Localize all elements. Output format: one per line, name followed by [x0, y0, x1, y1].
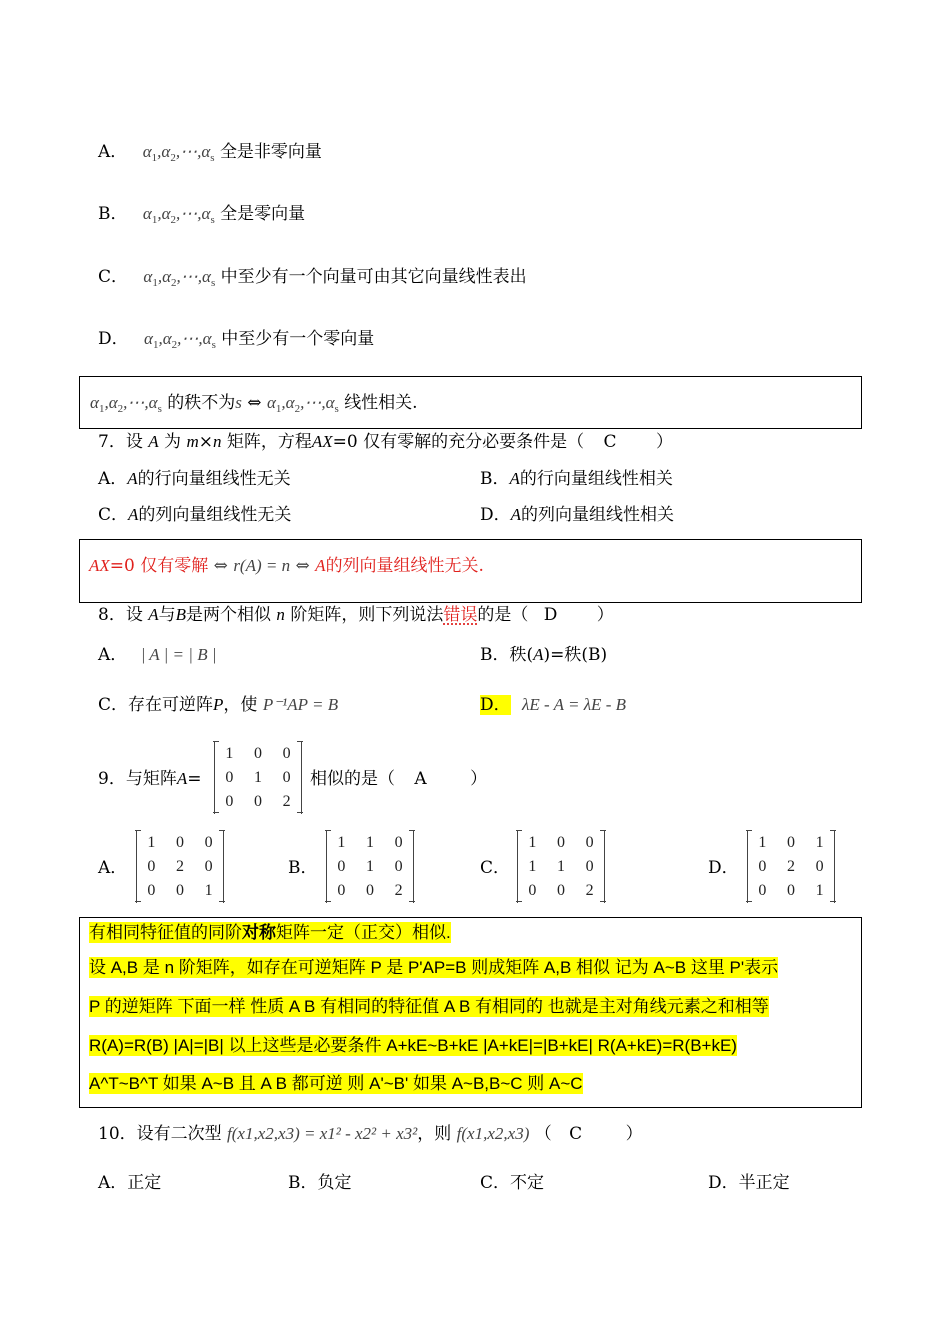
q10-option-c: C．不定 — [480, 1173, 545, 1193]
vector-set: $\alpha_1,\alpha_2,\cdots,\alpha_s$ — [144, 329, 216, 351]
q7-question: 7．设 A 为 m×n 矩阵，方程AX=0 仅有零解的充分必要条件是（ C ） — [98, 432, 673, 452]
q6-option-a: A． $\alpha_1,\alpha_2,\cdots,\alpha_s$ 全是非零向量 — [98, 142, 322, 164]
q9-note-line3: P 的逆矩阵 下面一样 性质 A B 有相同的特征值 A B 有相同的 也就是主对角线元素之和相等 — [89, 997, 769, 1016]
q9-option-a-matrix — [136, 831, 224, 903]
matrix-entry: 0 — [253, 793, 262, 810]
q9-option-d-label: D． — [708, 858, 739, 878]
matrix-entry: 1 — [147, 834, 156, 851]
q9-option-b-label: B． — [288, 858, 318, 878]
wrong-emphasis: 错误 — [443, 605, 478, 625]
matrix-entry: 0 — [147, 858, 156, 875]
matrix-entry: 0 — [394, 834, 403, 851]
matrix-entry: 0 — [815, 858, 824, 875]
matrix-entry: 1 — [815, 882, 824, 899]
matrix-entry: 1 — [528, 858, 537, 875]
q9-note-line1: 有相同特征值的同阶对称矩阵一定（正交）相似. — [89, 923, 451, 942]
matrix-entry: 0 — [585, 834, 594, 851]
q6-option-d: D． $\alpha_1,\alpha_2,\cdots,\alpha_s$ 中至少有一个零向量 — [98, 329, 375, 351]
q9-note-line2: 设 A,B 是 n 阶矩阵，如存在可逆矩阵 P 是 P'AP=B 则成矩阵 A,B 相似 记为 A~B 这里 P'表示 — [89, 958, 779, 977]
matrix-entry: 1 — [528, 834, 537, 851]
q6-option-c: C． $\alpha_1,\alpha_2,\cdots,\alpha_s$ 中至少有一个向量可由其它向量线性表出 — [98, 267, 527, 289]
matrix-entry: 1 — [556, 858, 565, 875]
q9-question-suffix: 相似的是（ A ） — [310, 769, 488, 789]
matrix-entry: 1 — [204, 882, 213, 899]
matrix-entry: 2 — [585, 882, 594, 899]
q8-option-d: D． λE - A = λE - B — [480, 695, 626, 715]
matrix-entry: 0 — [282, 745, 291, 762]
matrix-entry: 0 — [225, 793, 234, 810]
matrix-entry: 0 — [528, 882, 537, 899]
q10-option-b: B．负定 — [288, 1173, 352, 1193]
matrix-entry: 1 — [365, 858, 374, 875]
matrix-entry: 0 — [147, 882, 156, 899]
matrix-entry: 0 — [394, 858, 403, 875]
matrix-entry: 1 — [365, 834, 374, 851]
matrix-entry: 0 — [556, 882, 565, 899]
q10-option-a: A．正定 — [98, 1173, 162, 1193]
q10-answer: C — [569, 1124, 583, 1144]
q7-note: AX=0 仅有零解 ⇔ r(A) = n ⇔ A的列向量组线性无关. — [89, 556, 484, 576]
q10-option-d: D．半正定 — [708, 1173, 790, 1193]
q8-answer: D — [543, 605, 558, 625]
matrix-entry: 0 — [225, 769, 234, 786]
matrix-entry: 0 — [282, 769, 291, 786]
matrix-entry: 1 — [225, 745, 234, 762]
matrix-entry: 0 — [337, 882, 346, 899]
q7-option-b: B．A的行向量组线性相关 — [480, 469, 673, 489]
matrix-entry: 1 — [758, 834, 767, 851]
matrix-entry: 0 — [175, 834, 184, 851]
matrix-entry: 2 — [786, 858, 795, 875]
matrix-entry: 0 — [204, 834, 213, 851]
q9-option-d-matrix — [747, 831, 835, 903]
q8-option-b: B．秩(A)=秩(B) — [480, 645, 608, 665]
matrix-entry: 0 — [786, 834, 795, 851]
matrix-entry: 2 — [394, 882, 403, 899]
matrix-entry: 0 — [204, 858, 213, 875]
vector-set: $\alpha_1,\alpha_2,\cdots,\alpha_s$ — [142, 204, 215, 226]
q9-note-line5: A^T~B^T 如果 A~B 且 A B 都可逆 则 A'~B' 如果 A~B,B~C 则 A~C — [89, 1074, 583, 1093]
q9-answer: A — [414, 769, 427, 789]
q8-option-c: C．存在可逆阵P，使 P⁻¹AP = B — [98, 695, 339, 715]
q8-option-a: A． | A | = | B | — [98, 645, 217, 665]
matrix-entry: 2 — [282, 793, 291, 810]
q8-question: 8．设 A与B是两个相似 n 阶矩阵，则下列说法错误的是（ D ） — [98, 605, 614, 625]
q7-option-c: C．A的列向量组线性无关 — [98, 505, 292, 525]
matrix-entry: 2 — [175, 858, 184, 875]
matrix-entry: 0 — [585, 858, 594, 875]
q9-option-c-label: C． — [480, 858, 511, 878]
q9-option-a-label: A． — [98, 858, 128, 878]
q7-option-a: A．A的行向量组线性无关 — [98, 469, 291, 489]
matrix-a — [214, 742, 302, 814]
q10-question: 10．设有二次型 f(x1,x2,x3) = x1² - x2² + x3²，则 f(x1,x2,x3) （ C ） — [98, 1124, 643, 1144]
matrix-entry: 0 — [758, 882, 767, 899]
matrix-entry: 0 — [786, 882, 795, 899]
q6-option-b: B． $\alpha_1,\alpha_2,\cdots,\alpha_s$ 全是零向量 — [98, 204, 306, 226]
matrix-entry: 1 — [253, 769, 262, 786]
q7-option-d: D．A的列向量组线性相关 — [480, 505, 675, 525]
matrix-entry: 0 — [337, 858, 346, 875]
q9-note-line4: R(A)=R(B) |A|=|B| 以上这些是必要条件 A+kE~B+kE |A+kE|=|B+kE| R(A+kE)=R(B+kE) — [89, 1036, 737, 1055]
matrix-entry: 1 — [815, 834, 824, 851]
matrix-entry: 1 — [337, 834, 346, 851]
q9-question-prefix: 9．与矩阵A= — [98, 769, 202, 789]
matrix-entry: 0 — [758, 858, 767, 875]
matrix-entry: 0 — [253, 745, 262, 762]
q7-answer: C — [603, 432, 617, 452]
q6-note: $\alpha_1,\alpha_2,\cdots,\alpha_s$ 的秩不为s ⇔ $\alpha_1,\alpha_2,\cdots,\alpha_s$ 线性相关. — [90, 393, 418, 415]
matrix-entry: 0 — [556, 834, 565, 851]
matrix-entry: 0 — [365, 882, 374, 899]
q9-option-b-matrix — [326, 831, 414, 903]
vector-set: $\alpha_1,\alpha_2,\cdots,\alpha_s$ — [142, 142, 215, 164]
q9-option-c-matrix — [517, 831, 605, 903]
matrix-entry: 0 — [175, 882, 184, 899]
vector-set: $\alpha_1,\alpha_2,\cdots,\alpha_s$ — [143, 267, 216, 289]
